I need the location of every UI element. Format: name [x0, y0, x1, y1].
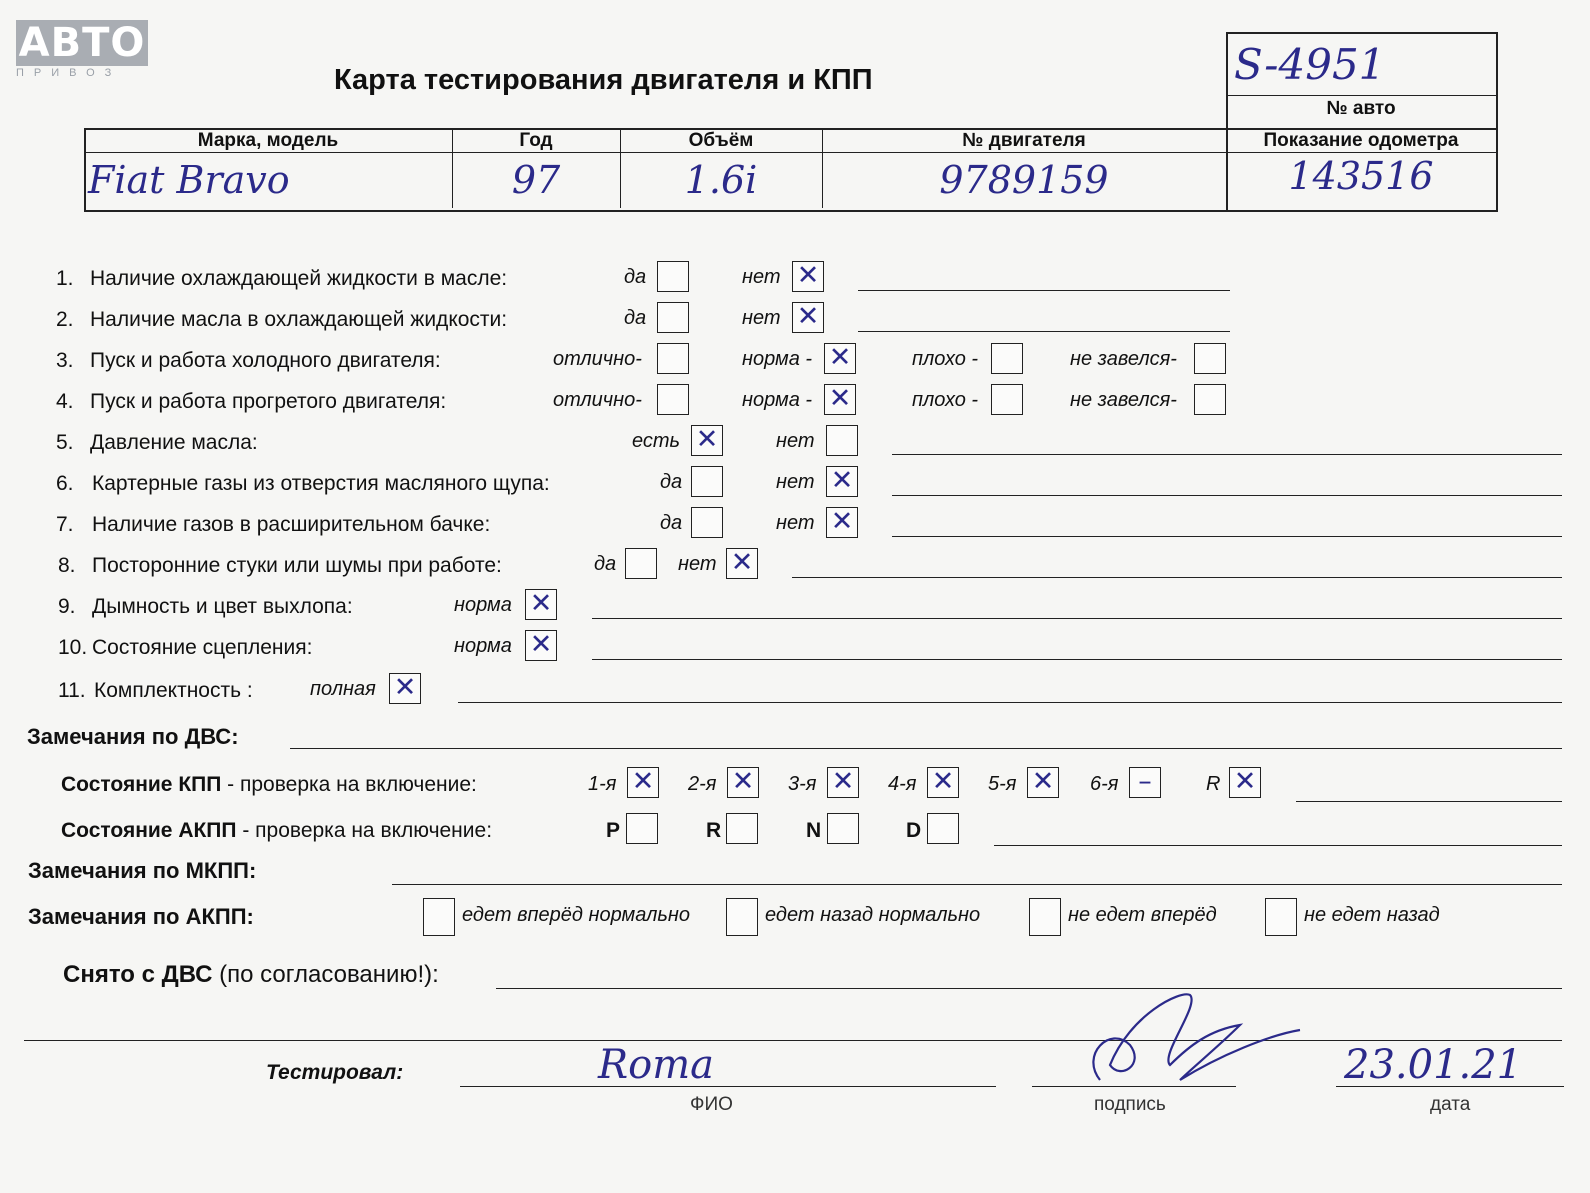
gear-label: 5-я — [988, 773, 1017, 795]
item-text: Пуск и работа холодного двигателя: — [90, 349, 441, 372]
warm-start-bad-checkbox[interactable] — [991, 384, 1023, 415]
car-number-value: S-4951 — [1234, 40, 1386, 89]
cold-start-excellent-checkbox[interactable] — [657, 343, 689, 374]
removed-subtitle: (по согласованию!): — [212, 961, 439, 988]
knocks-yes-checkbox[interactable] — [625, 548, 657, 579]
auto-no-forward-checkbox[interactable] — [1029, 898, 1061, 936]
gear-3-checkbox[interactable]: ✕ — [827, 767, 859, 798]
option-label: отлично- — [553, 389, 642, 411]
gear-4-checkbox[interactable]: ✕ — [927, 767, 959, 798]
coolant-in-oil-yes-checkbox[interactable] — [657, 261, 689, 292]
knocks-no-checkbox[interactable]: ✕ — [726, 548, 758, 579]
gear-label: R — [1206, 773, 1221, 795]
item-text: Дымность и цвет выхлопа: — [92, 595, 353, 618]
option-label: нет — [678, 553, 717, 575]
auto-forward-normal-checkbox[interactable] — [423, 898, 455, 936]
item-number: 3. — [56, 349, 74, 372]
expansion-tank-gases-yes-checkbox[interactable] — [691, 507, 723, 538]
auto-option-label: не едет вперёд — [1068, 904, 1217, 926]
coolant-in-oil-no-checkbox[interactable]: ✕ — [792, 261, 824, 292]
position-label: R — [706, 819, 722, 842]
signature-caption: подпись — [1094, 1094, 1166, 1115]
crankcase-gases-yes-checkbox[interactable] — [691, 466, 723, 497]
manual-gearbox-label — [61, 772, 477, 798]
item-text: Давление масла: — [90, 431, 258, 454]
year-value: 97 — [511, 158, 561, 202]
warm-start-excellent-checkbox[interactable] — [657, 384, 689, 415]
option-label: нет — [742, 307, 781, 329]
option-label: да — [624, 307, 647, 329]
option-label: плохо - — [912, 389, 979, 411]
gear-r-checkbox[interactable]: ✕ — [1229, 767, 1261, 798]
position-label: D — [906, 819, 922, 842]
warm-start-failed-checkbox[interactable] — [1194, 384, 1226, 415]
position-label: P — [606, 819, 621, 842]
oil-pressure-no-checkbox[interactable] — [826, 425, 858, 456]
item-number: 6. — [56, 472, 74, 495]
auto-gearbox-label — [61, 818, 492, 844]
car-number-label: № авто — [1326, 98, 1396, 119]
year-label: Год — [519, 130, 553, 151]
option-label: нет — [776, 512, 815, 534]
position-r-checkbox[interactable] — [726, 813, 758, 844]
remarks-engine-label: Замечания по ДВС: — [27, 724, 239, 749]
signature-mark — [1070, 985, 1320, 1095]
option-label: есть — [632, 430, 681, 452]
volume-label: Объём — [688, 130, 754, 151]
logo-subtitle: ПРИВОЗ — [16, 67, 122, 79]
gear-label: 2-я — [688, 773, 717, 795]
cold-start-normal-checkbox[interactable]: ✕ — [824, 343, 856, 374]
name-caption: ФИО — [690, 1094, 733, 1115]
auto-option-label: едет назад нормально — [765, 904, 981, 926]
option-label: норма — [454, 635, 512, 657]
auto-gearbox-subtitle: - проверка на включение: — [236, 819, 493, 842]
option-label: да — [660, 471, 683, 493]
item-text: Посторонние стуки или шумы при работе: — [92, 554, 502, 577]
option-label: не завелся- — [1070, 389, 1177, 411]
option-label: нет — [776, 430, 815, 452]
gear-label: 1-я — [588, 773, 617, 795]
position-d-checkbox[interactable] — [927, 813, 959, 844]
auto-gearbox-title: Состояние АКПП — [61, 819, 237, 842]
position-n-checkbox[interactable] — [827, 813, 859, 844]
item-text: Наличие охлаждающей жидкости в масле: — [90, 267, 508, 290]
removed-from-engine-label — [63, 960, 439, 990]
auto-reverse-normal-checkbox[interactable] — [726, 898, 758, 936]
engine-number-value: 9789159 — [939, 158, 1109, 202]
item-number: 9. — [58, 595, 76, 618]
item-number: 7. — [56, 513, 74, 536]
item-number: 10. — [58, 636, 88, 659]
option-label: да — [660, 512, 683, 534]
oil-in-coolant-yes-checkbox[interactable] — [657, 302, 689, 333]
option-label: да — [594, 553, 617, 575]
item-text: Наличие газов в расширительном бачке: — [92, 513, 491, 536]
item-number: 4. — [56, 390, 74, 413]
option-label: нет — [742, 266, 781, 288]
option-label: плохо - — [912, 348, 979, 370]
volume-value: 1.6i — [684, 158, 758, 202]
item-text: Пуск и работа прогретого двигателя: — [90, 390, 447, 413]
cold-start-failed-checkbox[interactable] — [1194, 343, 1226, 374]
oil-pressure-yes-checkbox[interactable]: ✕ — [691, 425, 723, 456]
item-number: 2. — [56, 308, 74, 331]
option-label: отлично- — [553, 348, 642, 370]
option-label: норма - — [742, 389, 813, 411]
option-label: полная — [310, 678, 376, 700]
item-number: 8. — [58, 554, 76, 577]
gear-1-checkbox[interactable]: ✕ — [627, 767, 659, 798]
gear-label: 3-я — [788, 773, 817, 795]
crankcase-gases-no-checkbox[interactable]: ✕ — [826, 466, 858, 497]
gear-6-checkbox[interactable]: – — [1129, 767, 1161, 798]
remarks-auto-label: Замечания по АКПП: — [28, 904, 254, 929]
gear-label: 4-я — [888, 773, 917, 795]
manual-gearbox-title: Состояние КПП — [61, 773, 222, 796]
date-caption: дата — [1430, 1094, 1471, 1115]
tester-name-value: Roma — [598, 1042, 714, 1088]
item-text: Состояние сцепления: — [92, 636, 313, 659]
item-text: Картерные газы из отверстия масляного щупа: — [92, 472, 550, 495]
page-title: Карта тестирования двигателя и КПП — [334, 64, 873, 96]
remarks-manual-label: Замечания по МКПП: — [28, 858, 257, 883]
odometer-label: Показание одометра — [1263, 130, 1459, 151]
position-label: N — [806, 819, 822, 842]
item-text: Комплектность : — [94, 679, 253, 702]
item-text: Наличие масла в охлаждающей жидкости: — [90, 308, 508, 331]
oil-in-coolant-no-checkbox[interactable]: ✕ — [792, 302, 824, 333]
option-label: норма - — [742, 348, 813, 370]
engine-number-label: № двигателя — [962, 130, 1086, 151]
expansion-tank-gases-no-checkbox[interactable]: ✕ — [826, 507, 858, 538]
warm-start-normal-checkbox[interactable]: ✕ — [824, 384, 856, 415]
auto-option-label: не едет назад — [1304, 904, 1440, 926]
removed-title: Снято с ДВС — [63, 961, 213, 988]
odometer-value: 143516 — [1288, 154, 1434, 198]
gear-5-checkbox[interactable]: ✕ — [1027, 767, 1059, 798]
make-label: Марка, модель — [197, 130, 339, 151]
manual-gearbox-subtitle: - проверка на включение: — [221, 773, 477, 796]
date-value: 23.01.21 — [1344, 1042, 1523, 1088]
position-p-checkbox[interactable] — [626, 813, 658, 844]
logo: АВТО — [16, 20, 148, 66]
item-number: 11. — [58, 679, 86, 702]
auto-option-label: едет вперёд нормально — [462, 904, 691, 926]
option-label: не завелся- — [1070, 348, 1177, 370]
make-value: Fiat Bravo — [88, 158, 290, 202]
exhaust-normal-checkbox[interactable]: ✕ — [525, 589, 557, 620]
item-number: 5. — [56, 431, 74, 454]
gear-label: 6-я — [1090, 773, 1119, 795]
gear-2-checkbox[interactable]: ✕ — [727, 767, 759, 798]
tested-by-label: Тестировал: — [266, 1061, 404, 1084]
completeness-full-checkbox[interactable]: ✕ — [389, 673, 421, 704]
option-label: норма — [454, 594, 512, 616]
clutch-normal-checkbox[interactable]: ✕ — [525, 630, 557, 661]
item-number: 1. — [56, 267, 74, 290]
cold-start-bad-checkbox[interactable] — [991, 343, 1023, 374]
option-label: да — [624, 266, 647, 288]
auto-no-reverse-checkbox[interactable] — [1265, 898, 1297, 936]
option-label: нет — [776, 471, 815, 493]
